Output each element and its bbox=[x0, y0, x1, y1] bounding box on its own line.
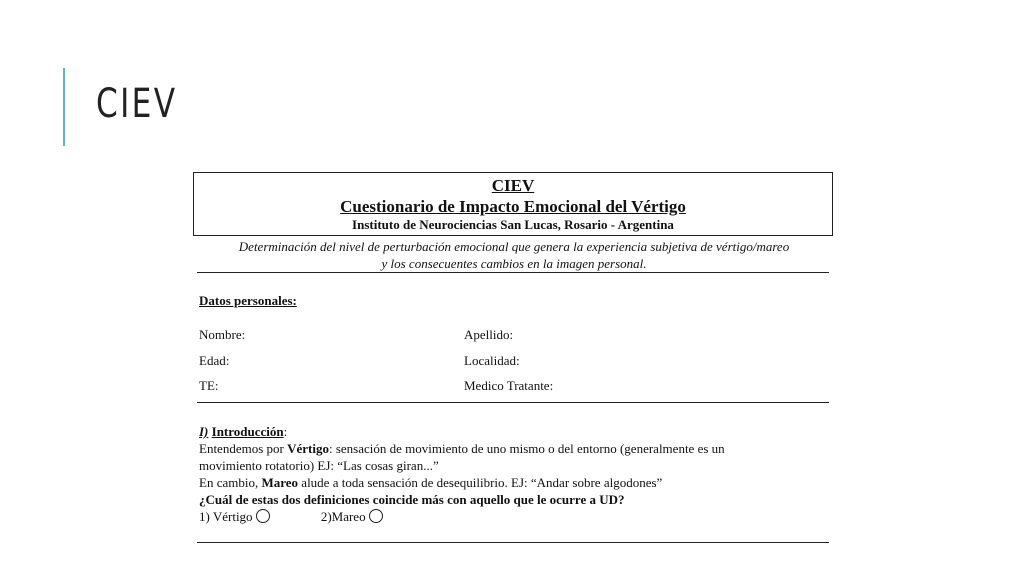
intro-section bbox=[199, 423, 829, 525]
title-accent-bar bbox=[63, 68, 65, 146]
divider bbox=[197, 272, 829, 273]
option-mareo-radio[interactable] bbox=[369, 509, 383, 523]
field-apellido: Apellido: bbox=[464, 327, 514, 342]
option-vertigo-radio[interactable] bbox=[256, 509, 270, 523]
personal-data-heading: Datos personales: bbox=[199, 293, 297, 308]
document-title: Cuestionario de Impacto Emocional del Vértigo bbox=[340, 197, 686, 216]
field-nombre: Nombre: bbox=[199, 327, 246, 342]
intro-heading: I) Introducción: bbox=[199, 424, 288, 439]
divider bbox=[197, 542, 829, 543]
document-description bbox=[197, 238, 831, 272]
document-header bbox=[193, 172, 833, 236]
questionnaire-document bbox=[193, 172, 833, 562]
field-medico-tratante: Medico Tratante: bbox=[464, 378, 554, 393]
field-edad: Edad: bbox=[199, 353, 230, 368]
description-line-1: Determinación del nivel de perturbación emocional que genera la experiencia subjetiva de vértigo/mareo bbox=[238, 239, 790, 254]
intro-line-3: En cambio, Mareo alude a toda sensación de desequilibrio. EJ: “Andar sobre algodones” bbox=[199, 475, 663, 490]
slide-title: CIEV bbox=[96, 81, 178, 127]
option-mareo-label: 2)Mareo bbox=[320, 509, 366, 524]
intro-line-1: Entendemos por Vértigo: sensación de movimiento de uno mismo o del entorno (generalmente es un bbox=[199, 441, 725, 456]
institute-name: Instituto de Neurociencias San Lucas, Rosario - Argentina bbox=[352, 217, 674, 232]
intro-line-2: movimiento rotatorio) EJ: “Las cosas giran...” bbox=[199, 458, 439, 473]
option-vertigo-label: 1) Vértigo bbox=[199, 509, 253, 524]
answer-options bbox=[199, 508, 829, 525]
divider bbox=[197, 402, 829, 403]
document-acronym: CIEV bbox=[491, 176, 535, 195]
field-te: TE: bbox=[199, 378, 219, 393]
description-line-2: y los consecuentes cambios en la imagen personal. bbox=[381, 256, 647, 271]
field-localidad: Localidad: bbox=[464, 353, 520, 368]
intro-question: ¿Cuál de estas dos definiciones coincide más con aquello que le ocurre a UD? bbox=[199, 492, 625, 507]
